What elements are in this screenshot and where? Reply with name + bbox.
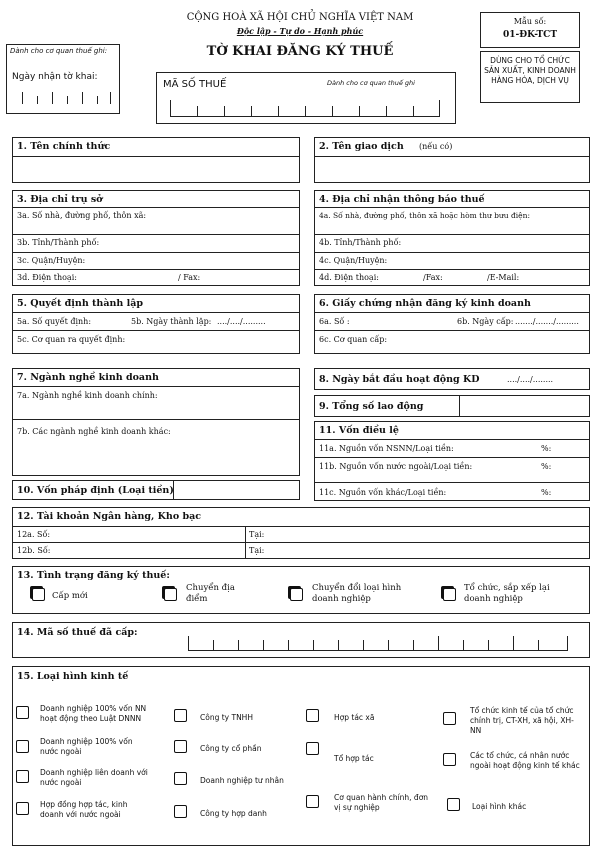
cell-tick: [388, 640, 389, 650]
office-only-note: Dành cho cơ quan thuế ghi:: [10, 47, 108, 55]
row-line: [13, 234, 299, 235]
field-12a: 12a. Số:: [17, 530, 51, 539]
field-7b: 7b. Các ngành nghề kinh doanh khác:: [17, 427, 171, 436]
checkbox-foreign-other[interactable]: [443, 753, 456, 766]
checkbox-foreign-owned[interactable]: [16, 740, 29, 753]
section-3-title: 3. Địa chỉ trụ sở: [17, 194, 103, 205]
cell-tick: [22, 92, 23, 104]
row-line: [13, 312, 299, 313]
cell-tick: [82, 92, 83, 104]
option-reorganize-label: Tổ chức, sắp xếp lại doanh nghiệp: [464, 583, 550, 604]
cell-tick: [488, 640, 489, 650]
field-3c: 3c. Quận/Huyện:: [17, 256, 86, 265]
row-line: [315, 252, 589, 253]
checkbox-jsc[interactable]: [174, 740, 187, 753]
cell-tick: [97, 96, 98, 104]
type-coop-group-label: Tổ hợp tác: [334, 754, 374, 763]
row-line: [315, 330, 589, 331]
page-title: TỜ KHAI ĐĂNG KÝ THUẾ: [206, 44, 394, 59]
cell-tick: [197, 106, 198, 116]
section-10-box[interactable]: [12, 480, 300, 500]
type-state-owned-label: Doanh nghiệp 100% vốn NN hoạt động theo Luật DNNN: [40, 704, 147, 723]
row-line: [13, 269, 299, 270]
field-5a: 5a. Số quyết định:: [17, 317, 92, 326]
cell-tick: [305, 106, 306, 116]
cell-tick: [278, 106, 279, 116]
section-9-box[interactable]: [314, 395, 590, 417]
row-line: [315, 269, 589, 270]
section-2-box[interactable]: [314, 137, 590, 183]
section-4-title: 4. Địa chỉ nhận thông báo thuế: [319, 194, 485, 205]
usage-note: DÙNG CHO TỔ CHỨC SẢN XUẤT, KINH DOANH HÀNG HÓA, DỊCH VỤ: [484, 56, 576, 85]
checkbox-bcc[interactable]: [16, 802, 29, 815]
section-12-box[interactable]: [12, 507, 590, 559]
field-4d-fax: /Fax:: [423, 273, 443, 282]
row-line: [315, 457, 589, 458]
field-4a: 4a. Số nhà, đường phố, thôn xã hoặc hòm thư bưu điện:: [319, 211, 530, 220]
section-8-box[interactable]: [314, 368, 590, 390]
field-11a-pct: %:: [541, 444, 552, 453]
checkbox-public-agency[interactable]: [306, 795, 319, 808]
field-5b: 5b. Ngày thành lập:: [131, 317, 212, 326]
field-3b: 3b. Tỉnh/Thành phố:: [17, 238, 100, 247]
tax-code-label: MÃ SỐ THUẾ: [163, 79, 227, 90]
tax-code-cells[interactable]: [170, 100, 440, 117]
field-4b: 4b. Tỉnh/Thành phố:: [319, 238, 402, 247]
form-number-box: [480, 12, 580, 48]
field-4d-email: /E-Mail:: [487, 273, 520, 282]
section-9-title: 9. Tổng số lao động: [319, 401, 424, 412]
field-11a: 11a. Nguồn vốn NSNN/Loại tiền:: [319, 444, 454, 453]
cell-tick: [338, 640, 339, 650]
cell-tick: [513, 636, 514, 650]
col-line: [173, 481, 174, 499]
field-6b-value: ......./......./.........: [515, 317, 579, 326]
field-5c: 5c. Cơ quan ra quyết định:: [17, 335, 126, 344]
field-6c: 6c. Cơ quan cấp:: [319, 335, 388, 344]
section-15-title: 15. Loại hình kinh tế: [17, 671, 129, 682]
row-line: [13, 419, 299, 420]
cell-tick: [538, 640, 539, 650]
type-joint-venture-label: Doanh nghiệp liên doanh với nước ngoài: [40, 768, 148, 787]
row-line: [315, 312, 589, 313]
cell-tick: [110, 92, 111, 104]
checkbox-state-owned[interactable]: [16, 706, 29, 719]
nation-title: CỘNG HOÀ XÃ HỘI CHỦ NGHĨA VIỆT NAM: [186, 12, 414, 23]
cell-tick: [332, 106, 333, 116]
checkbox-new[interactable]: [32, 588, 45, 601]
type-political-org-label: Tổ chức kinh tế của tổ chức chính trị, CT-XH, xã hội, XH-NN: [470, 706, 574, 735]
field-11b-pct: %:: [541, 462, 552, 471]
section-8-title: 8. Ngày bắt đầu hoạt động KD: [319, 374, 480, 385]
cell-tick: [52, 92, 53, 104]
checkbox-reorganize[interactable]: [443, 588, 456, 601]
section-6-box[interactable]: [314, 294, 590, 354]
field-3d-fax: / Fax:: [178, 273, 201, 282]
option-new-label: Cấp mới: [52, 591, 88, 601]
form-number-label: Mẫu số:: [513, 17, 547, 26]
cell-tick: [413, 106, 414, 116]
row-line: [13, 207, 299, 208]
cell-tick: [238, 640, 239, 650]
cell-tick: [213, 640, 214, 650]
field-11b: 11b. Nguồn vốn nước ngoài/Loại tiền:: [319, 462, 473, 471]
checkbox-relocate[interactable]: [164, 588, 177, 601]
cell-tick: [413, 640, 414, 650]
cell-tick: [363, 640, 364, 650]
col-line: [459, 396, 460, 416]
field-12b-at: Tại:: [249, 546, 265, 555]
section-11-box[interactable]: [314, 421, 590, 501]
row-line: [315, 156, 589, 157]
row-line: [315, 439, 589, 440]
section-7-box[interactable]: [12, 368, 300, 476]
checkbox-coop-group[interactable]: [306, 742, 319, 755]
cell-tick: [37, 96, 38, 104]
section-14-title: 14. Mã số thuế đã cấp:: [17, 627, 138, 638]
section-3-box[interactable]: [12, 190, 300, 286]
cell-tick: [313, 640, 314, 650]
row-line: [13, 156, 299, 157]
cell-tick: [359, 106, 360, 116]
field-11c-pct: %:: [541, 488, 552, 497]
type-partnership-label: Công ty hợp danh: [200, 809, 267, 818]
motto: Độc lập - Tự do - Hạnh phúc: [236, 26, 364, 36]
checkbox-joint-venture[interactable]: [16, 770, 29, 783]
section-11-title: 11. Vốn điều lệ: [319, 425, 399, 436]
checkbox-partnership[interactable]: [174, 805, 187, 818]
row-line: [315, 207, 589, 208]
cell-tick: [439, 100, 440, 116]
section-12-title: 12. Tài khoản Ngân hàng, Kho bạc: [17, 511, 202, 522]
receipt-date-cells[interactable]: [22, 92, 114, 104]
cell-tick: [188, 636, 189, 650]
section-4-box[interactable]: [314, 190, 590, 286]
issued-tax-code-cells[interactable]: [188, 636, 568, 651]
type-private-label: Doanh nghiệp tư nhân: [200, 776, 284, 785]
section-1-title: 1. Tên chính thức: [17, 141, 111, 152]
field-6a: 6a. Số :: [319, 317, 350, 326]
section-5-box[interactable]: [12, 294, 300, 354]
type-other-label: Loại hình khác: [472, 802, 527, 811]
cell-tick: [386, 106, 387, 116]
section-2-title: 2. Tên giao dịch: [319, 141, 404, 152]
section-1-box[interactable]: [12, 137, 300, 183]
checkbox-cooperative[interactable]: [306, 709, 319, 722]
cell-tick: [438, 636, 439, 650]
checkbox-private[interactable]: [174, 772, 187, 785]
field-4c: 4c. Quận/Huyện:: [319, 256, 388, 265]
cell-tick: [567, 636, 568, 650]
receipt-date-label: Ngày nhận tờ khai:: [12, 72, 98, 82]
row-line: [315, 234, 589, 235]
row-line: [315, 482, 589, 483]
field-11c: 11c. Nguồn vốn khác/Loại tiền:: [319, 488, 447, 497]
option-convert-label: Chuyển đổi loại hình doanh nghiệp: [312, 583, 402, 604]
cell-tick: [263, 640, 264, 650]
section-7-title: 7. Ngành nghề kinh doanh: [17, 372, 159, 383]
field-12a-at: Tại:: [249, 530, 265, 539]
checkbox-other-type[interactable]: [447, 798, 460, 811]
cell-tick: [170, 100, 171, 116]
cell-tick: [463, 640, 464, 650]
checkbox-political-org[interactable]: [443, 712, 456, 725]
row-line: [13, 330, 299, 331]
field-6b: 6b. Ngày cấp:: [457, 317, 514, 326]
option-relocate-label: Chuyển địa điểm: [186, 583, 235, 604]
usage-note-box: [480, 51, 580, 103]
cell-tick: [251, 106, 252, 116]
field-5b-value: ..../..../.........: [217, 317, 266, 326]
col-line: [245, 526, 246, 558]
type-public-agency-label: Cơ quan hành chính, đơn vị sự nghiệp: [334, 793, 429, 812]
row-line: [13, 542, 589, 543]
section-6-title: 6. Giấy chứng nhận đăng ký kinh doanh: [319, 298, 531, 309]
type-cooperative-label: Hợp tác xã: [334, 713, 375, 722]
form-number: 01-ĐK-TCT: [502, 30, 558, 40]
section-5-title: 5. Quyết định thành lập: [17, 298, 144, 309]
field-12b: 12b. Số:: [17, 546, 51, 555]
type-llc-label: Công ty TNHH: [200, 713, 253, 722]
section-2-note: (nếu có): [419, 142, 453, 151]
cell-tick: [224, 106, 225, 116]
field-4d: 4d. Điện thoại:: [319, 273, 379, 282]
checkbox-llc[interactable]: [174, 709, 187, 722]
cell-tick: [67, 96, 68, 104]
section-10-title: 10. Vốn pháp định (Loại tiền): [17, 485, 174, 496]
field-3a: 3a. Số nhà, đường phố, thôn xã:: [17, 211, 147, 220]
tax-code-office-note: Dành cho cơ quan thuế ghi: [327, 79, 415, 87]
type-foreign-other-label: Các tổ chức, cá nhân nước ngoài hoạt động kinh tế khác: [470, 751, 580, 770]
row-line: [13, 252, 299, 253]
cell-tick: [288, 640, 289, 650]
row-line: [13, 386, 299, 387]
field-3d: 3d. Điện thoại:: [17, 273, 77, 282]
type-bcc-label: Hợp đồng hợp tác, kinh doanh với nước ngoài: [40, 800, 128, 819]
type-jsc-label: Công ty cổ phần: [200, 744, 262, 753]
field-7a: 7a. Ngành nghề kinh doanh chính:: [17, 391, 158, 400]
type-foreign-owned-label: Doanh nghiệp 100% vốn nước ngoài: [40, 737, 133, 756]
checkbox-convert[interactable]: [290, 588, 303, 601]
section-13-title: 13. Tình trạng đăng ký thuế:: [17, 570, 170, 581]
row-line: [13, 526, 589, 527]
field-8-value: ..../..../........: [507, 375, 554, 384]
